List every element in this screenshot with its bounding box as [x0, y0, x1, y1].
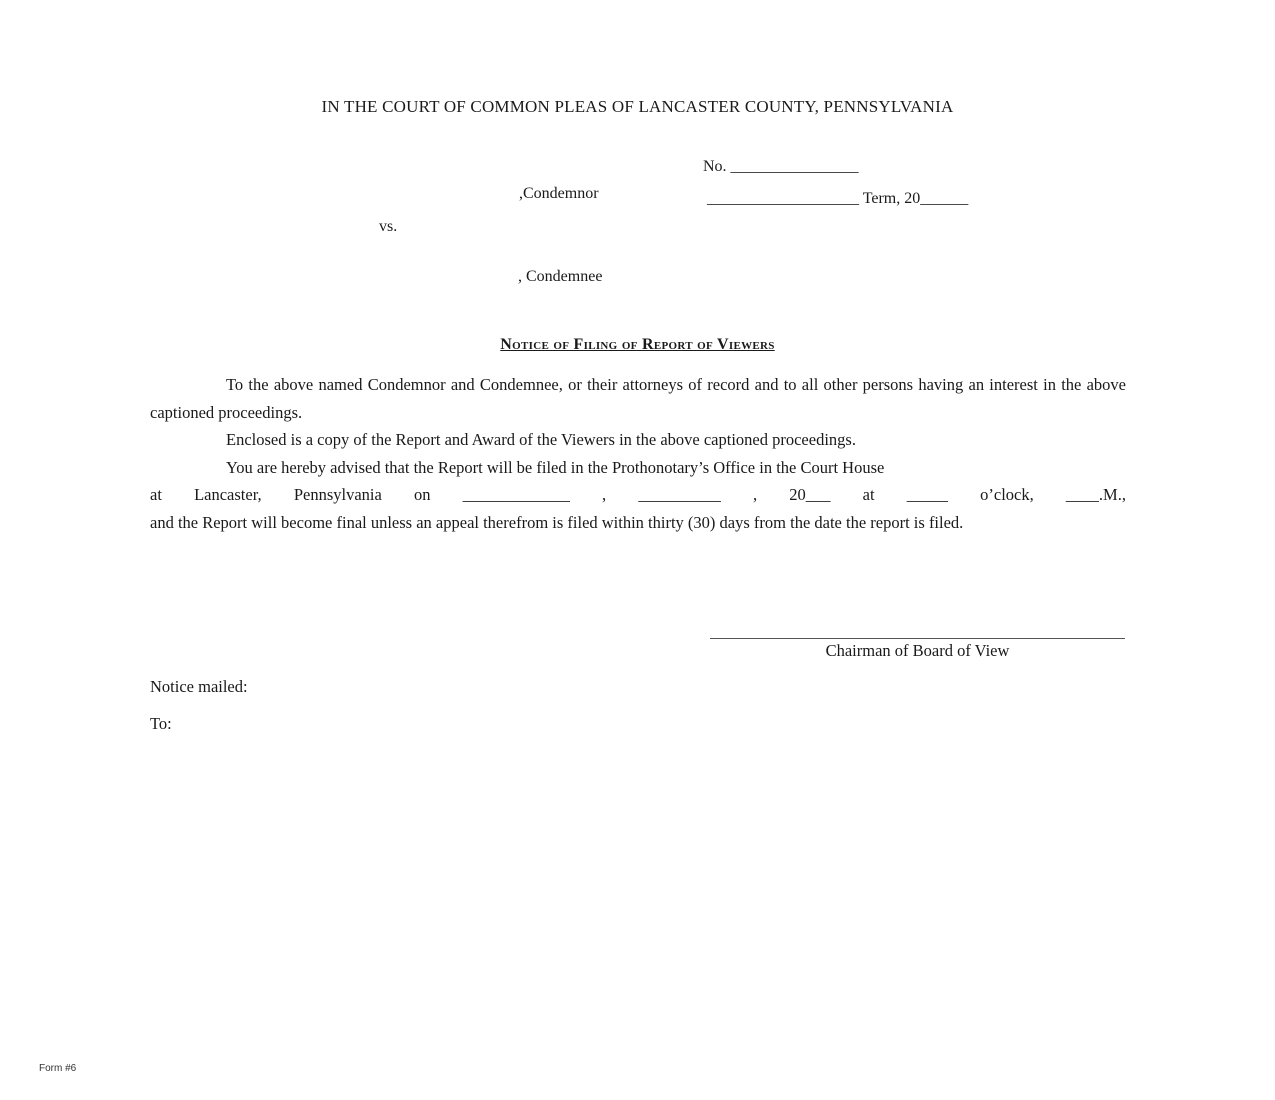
notice-mailed-label: Notice mailed: [150, 677, 248, 696]
condemnee-label: , Condemnee [518, 268, 603, 285]
to-label: To: [150, 714, 172, 733]
date-line-word: , [752, 485, 758, 504]
condemnor-label: ,Condemnor [519, 185, 599, 202]
form-number: Form #6 [39, 1063, 77, 1074]
paragraph-filing-rest: and the Report will become final unless an appeal therefrom is filed within thirty (30) days from the date the report is filed. [150, 512, 964, 532]
paragraph-addressees: To the above named Condemnor and Condemnee, or their attorneys of record and to all other persons having an interest in the above captioned proceedings. [150, 375, 1126, 422]
notice-title: Notice of Filing of Report of Viewers [500, 336, 775, 353]
date-line-word: at [862, 485, 875, 504]
filing-day-blank: __________ [638, 485, 721, 504]
versus-label: vs. [379, 218, 398, 235]
date-line-word: , [602, 485, 607, 504]
signature-line [710, 638, 1125, 639]
filing-date-line [150, 481, 1126, 509]
term-field: ___________________ Term, 20______ [707, 190, 969, 207]
court-title: IN THE COURT OF COMMON PLEAS OF LANCASTER COUNTY, PENNSYLVANIA [321, 97, 954, 116]
date-line-word: o’clock, [980, 485, 1034, 504]
case-number-field: No. ________________ [703, 158, 859, 175]
date-line-word: Lancaster, [194, 485, 262, 504]
filing-year-blank: 20___ [789, 485, 831, 504]
date-line-word: at [150, 485, 162, 504]
paragraph-enclosure: Enclosed is a copy of the Report and Award of the Viewers in the above captioned proceedings. [226, 430, 856, 449]
filing-hour-blank: _____ [906, 485, 948, 504]
notice-body [150, 371, 1126, 536]
date-line-word: Pennsylvania [293, 485, 382, 504]
date-line-word: on [413, 485, 431, 504]
signature-label: Chairman of Board of View [825, 641, 1010, 660]
filing-date-blank: _____________ [462, 485, 570, 504]
filing-meridiem-blank: ____.M., [1065, 485, 1126, 504]
notice-title-wrapper [0, 336, 1275, 354]
paragraph-filing-intro: You are hereby advised that the Report will be filed in the Prothonotary’s Office in the Court House [226, 457, 885, 477]
